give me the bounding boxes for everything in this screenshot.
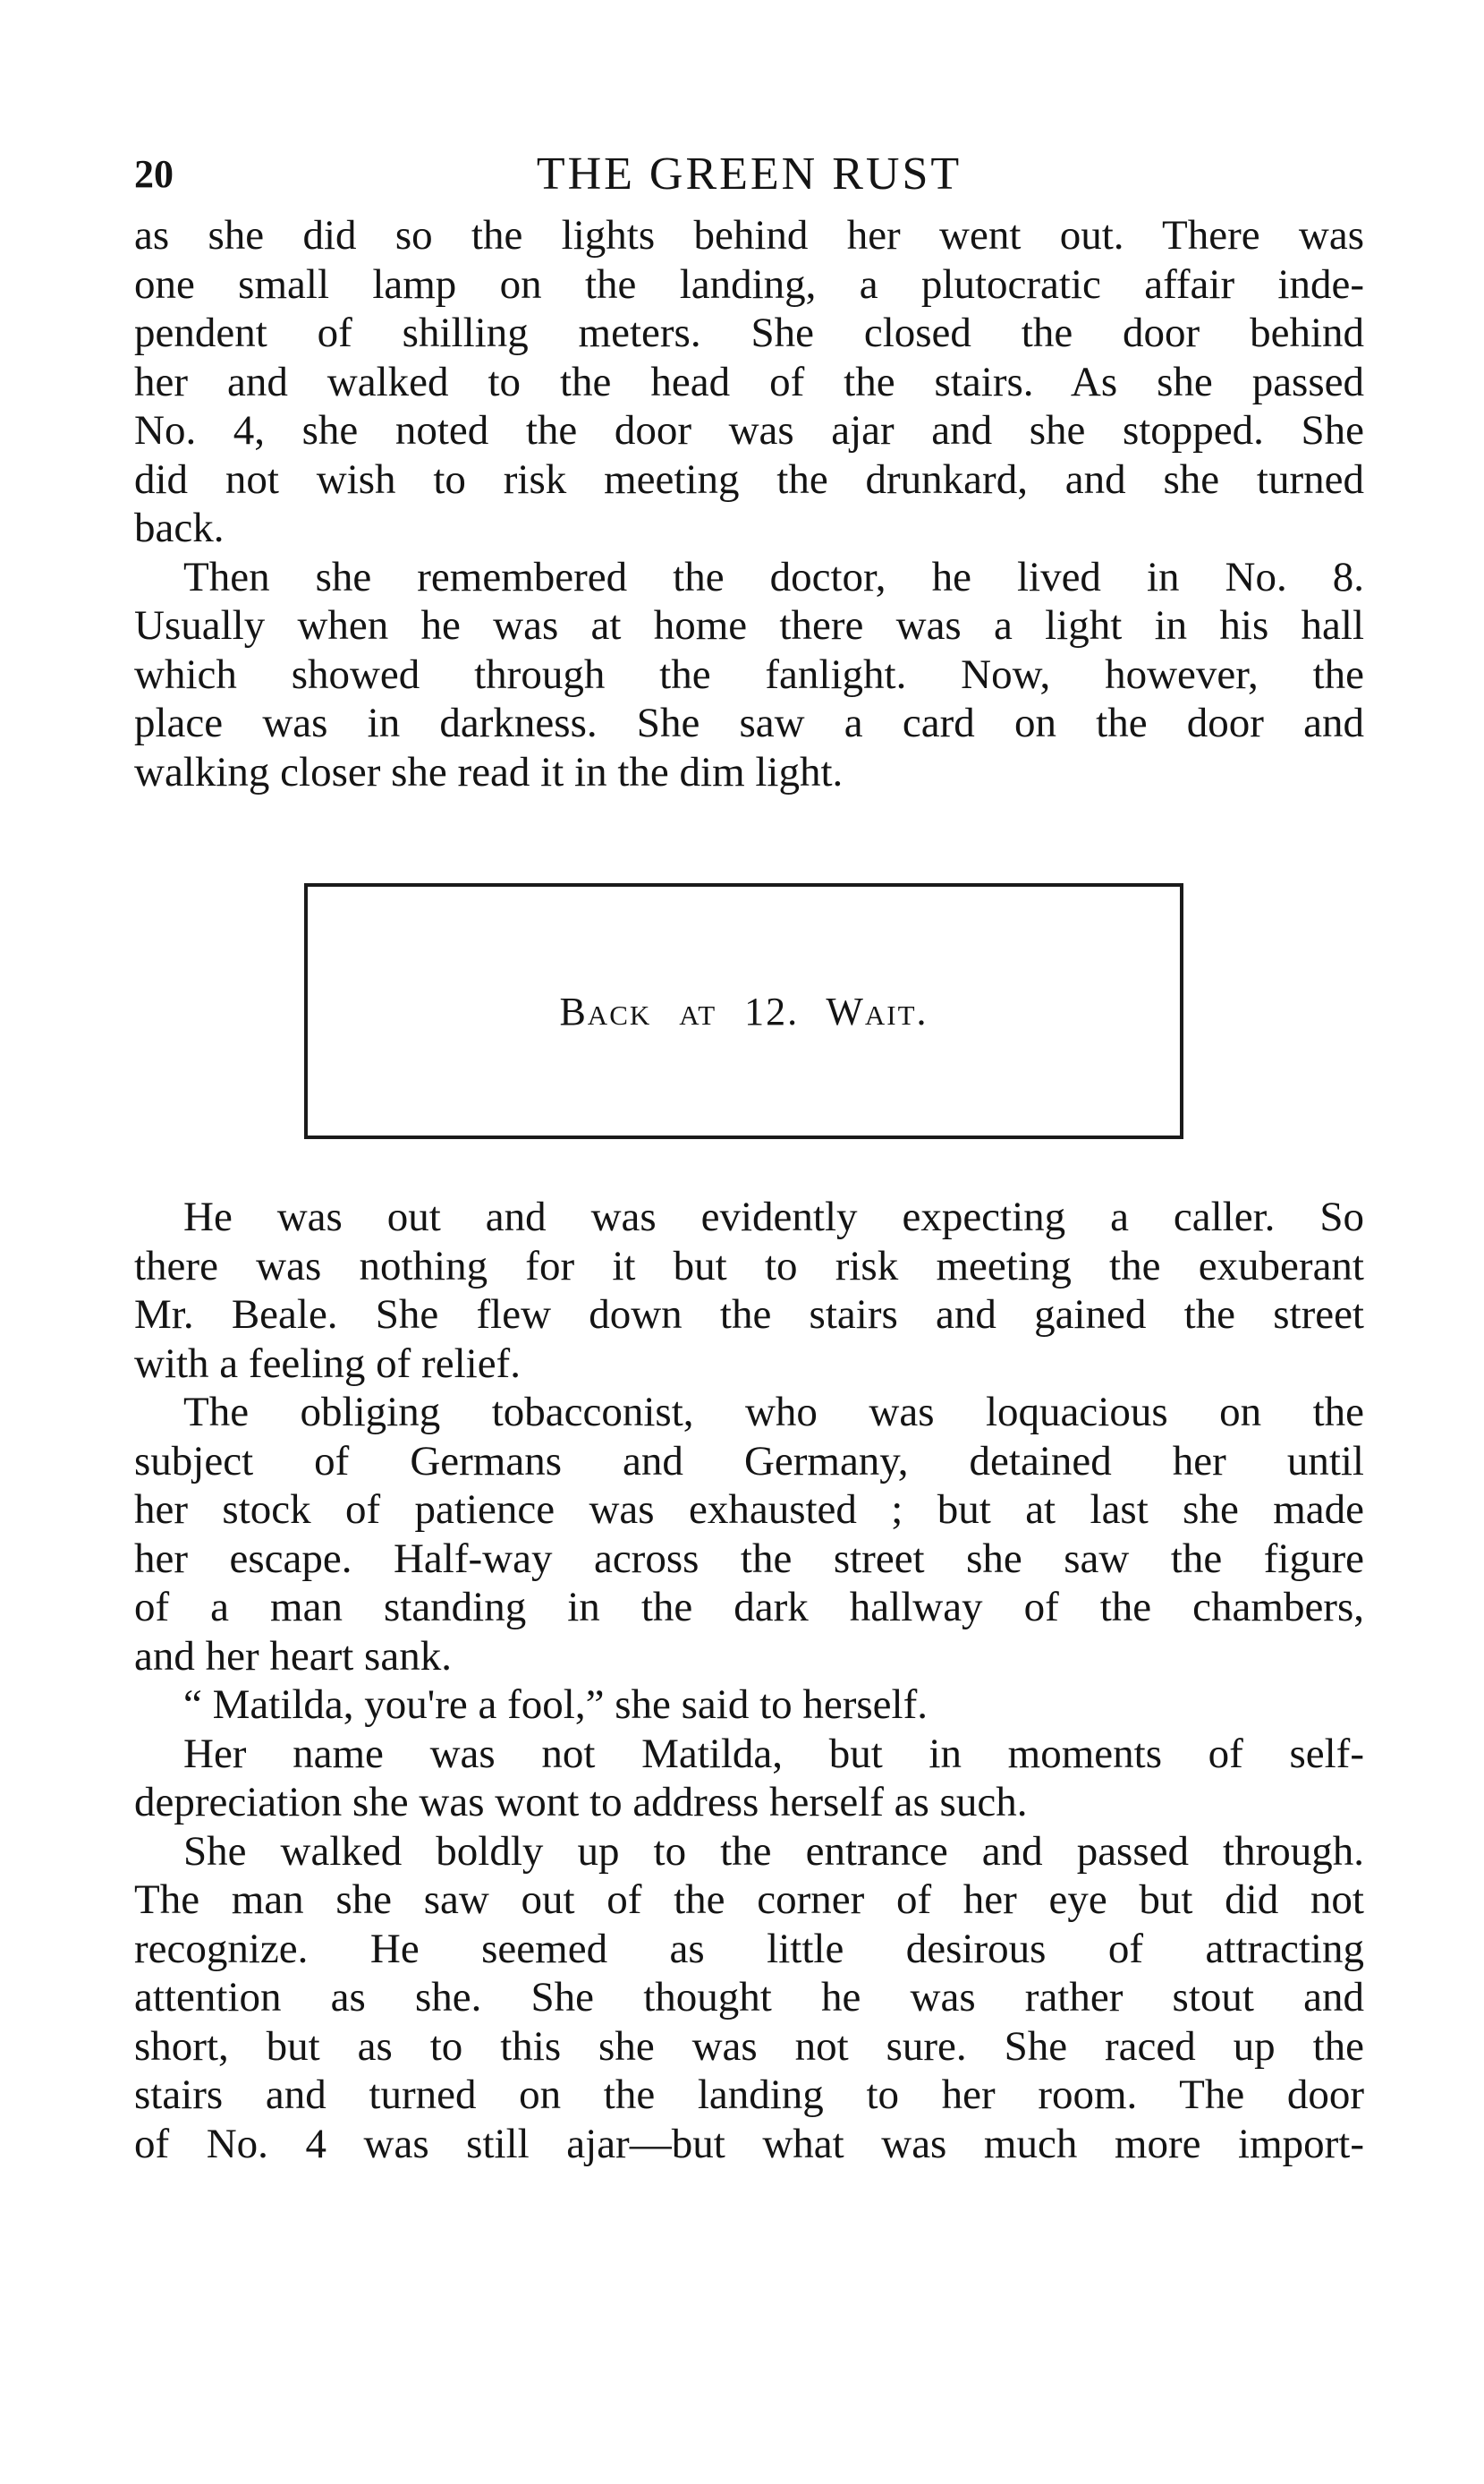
text-after-notice (134, 1193, 1364, 2168)
text-line: walking closer she read it in the dim light. (134, 748, 844, 795)
text-line: No. 4, she noted the door was ajar and she stopped. She (134, 407, 1364, 454)
paragraph-7 (134, 1827, 1364, 2169)
text-line: her stock of patience was exhausted ; but at last she made (134, 1486, 1364, 1533)
text-line: subject of Germans and Germany, detained her until (134, 1437, 1364, 1484)
running-title: THE GREEN RUST (536, 149, 962, 200)
text-line: of No. 4 was still ajar—but what was much more import- (134, 2120, 1364, 2167)
text-line: did not wish to risk meeting the drunkard, and she turned (134, 455, 1364, 503)
text-line: “ Matilda, you're a fool,” she said to herself. (183, 1681, 929, 1728)
text-line: which showed through the fanlight. Now, however, the (134, 651, 1364, 698)
text-line: short, but as to this she was not sure. She raced up the (134, 2022, 1364, 2070)
text-line: Her name was not Matilda, but in moments of self- (183, 1730, 1364, 1777)
text-line: with a feeling of relief. (134, 1340, 521, 1387)
paragraph-4 (134, 1388, 1364, 1680)
page-body (134, 148, 1364, 2167)
text-line: He was out and was evidently expecting a caller. So (183, 1194, 1364, 1240)
text-line: Then she remembered the doctor, he lived in No. 8. (183, 553, 1364, 600)
paragraph-1 (134, 211, 1364, 553)
running-head (134, 148, 1364, 201)
text-line: of a man standing in the dark hallway of the chambers, (134, 1584, 1364, 1630)
paragraph-5 (134, 1680, 1364, 1730)
paragraph-6 (134, 1730, 1364, 1827)
text-line: pendent of shilling meters. She closed the door behind (134, 310, 1364, 356)
text-line: depreciation she was wont to address herself as such. (134, 1779, 1028, 1825)
text-line: Mr. Beale. She flew down the stairs and gained the street (134, 1291, 1364, 1338)
paragraph-3 (134, 1193, 1364, 1388)
text-line: attention as she. She thought he was rather stout and (134, 1974, 1364, 2020)
text-line: The man she saw out of the corner of her eye but did not (134, 1876, 1364, 1923)
text-line: there was nothing for it but to risk meeting the exuberant (134, 1242, 1364, 1289)
text-line: one small lamp on the landing, a plutocratic affair inde- (134, 260, 1364, 308)
door-notice-card (304, 883, 1183, 1139)
text-line: her and walked to the head of the stairs. As she passed (134, 358, 1364, 405)
text-line: and her heart sank. (134, 1632, 452, 1680)
text-line: Usually when he was at home there was a light in his hall (134, 602, 1364, 649)
notice-text: Back at 12. Wait. (559, 989, 929, 1034)
paragraph-2 (134, 553, 1364, 797)
text-line: place was in darkness. She saw a card on the door and (134, 700, 1364, 746)
text-line: The obliging tobacconist, who was loquacious on the (183, 1389, 1364, 1435)
text-line: her escape. Half-way across the street she saw the figure (134, 1535, 1364, 1582)
text-line: as she did so the lights behind her went out. There was (134, 212, 1364, 259)
text-line: back. (134, 505, 225, 551)
page-number: 20 (134, 152, 174, 196)
text-line: She walked boldly up to the entrance and passed through. (183, 1827, 1364, 1875)
text-line: stairs and turned on the landing to her room. The door (134, 2071, 1364, 2118)
text-line: recognize. He seemed as little desirous of attracting (134, 1925, 1364, 1972)
